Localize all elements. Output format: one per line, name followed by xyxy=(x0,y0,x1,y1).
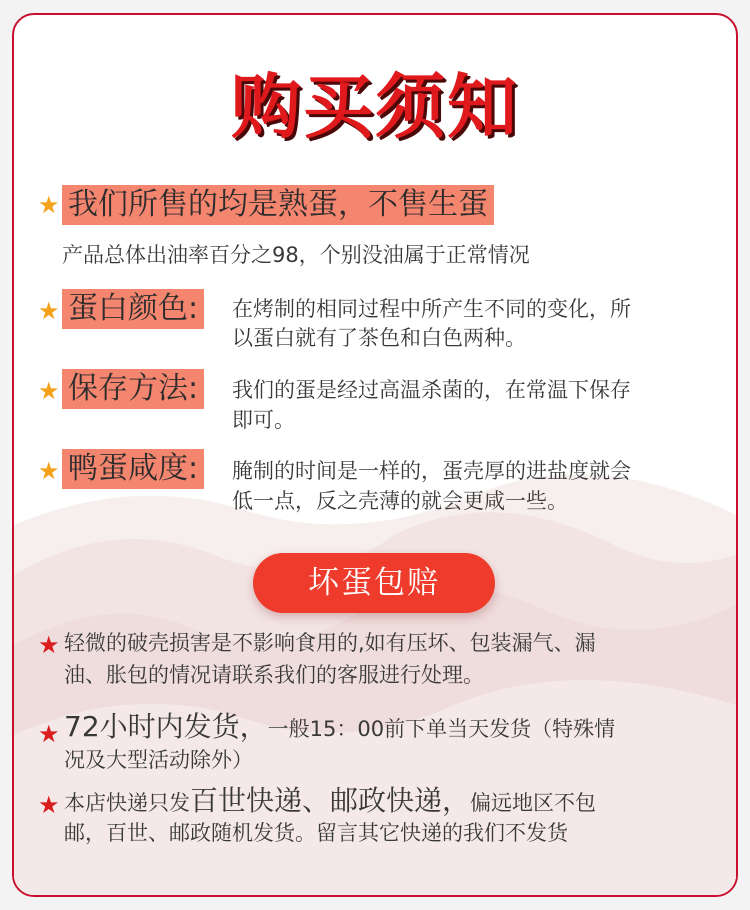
storage-method-text-2: 即可。 xyxy=(232,408,295,432)
star-icon: ★ xyxy=(38,631,60,659)
star-icon: ★ xyxy=(38,191,60,219)
policy-shipping-line xyxy=(64,712,615,744)
egg-white-color-label: 蛋白颜色: xyxy=(62,289,204,329)
egg-white-color-text-2: 以蛋白就有了茶色和白色两种。 xyxy=(232,326,526,350)
headline-highlight: 我们所售的均是熟蛋，不售生蛋 xyxy=(62,185,494,225)
saltiness-label: 鸭蛋咸度: xyxy=(62,449,204,489)
star-icon: ★ xyxy=(38,297,60,325)
policy-courier-line xyxy=(64,786,596,818)
star-icon: ★ xyxy=(38,791,60,819)
star-icon: ★ xyxy=(38,720,60,748)
page-title: 购买须知 xyxy=(231,66,519,148)
courier-highlight: 百世快递、邮政快递， xyxy=(190,784,471,817)
shipping-detail: 一般15：00前下单当天发货（特殊情 xyxy=(267,717,616,741)
storage-method-label: 保存方法: xyxy=(62,369,204,409)
policy-courier-text-2: 邮，百世、邮政随机发货。留言其它快递的我们不发货 xyxy=(64,821,568,845)
star-icon: ★ xyxy=(38,457,60,485)
shipping-time-highlight: 72小时内发货， xyxy=(64,710,268,743)
notice-card xyxy=(12,13,738,897)
courier-lead: 本店快递只发 xyxy=(64,791,190,815)
courier-rest: 偏远地区不包 xyxy=(470,791,597,815)
policy-damage-text-2: 油、胀包的情况请联系我们的客服进行处理。 xyxy=(64,663,484,687)
oil-rate-text: 产品总体出油率百分之98，个别没油属于正常情况 xyxy=(62,243,530,267)
egg-white-color-text-1: 在烤制的相同过程中所产生不同的变化，所 xyxy=(232,297,631,321)
storage-method-text-1: 我们的蛋是经过高温杀菌的，在常温下保存 xyxy=(232,378,631,402)
policy-damage-text-1: 轻微的破壳损害是不影响食用的,如有压坏、包装漏气、漏 xyxy=(64,631,596,655)
star-icon: ★ xyxy=(38,377,60,405)
saltiness-text-2: 低一点，反之壳薄的就会更咸一些。 xyxy=(232,489,568,513)
saltiness-text-1: 腌制的时间是一样的，蛋壳厚的进盐度就会 xyxy=(232,459,631,483)
policy-shipping-text-2: 况及大型活动除外） xyxy=(64,748,253,772)
damage-compensation-badge: 坏蛋包赔 xyxy=(253,553,495,613)
